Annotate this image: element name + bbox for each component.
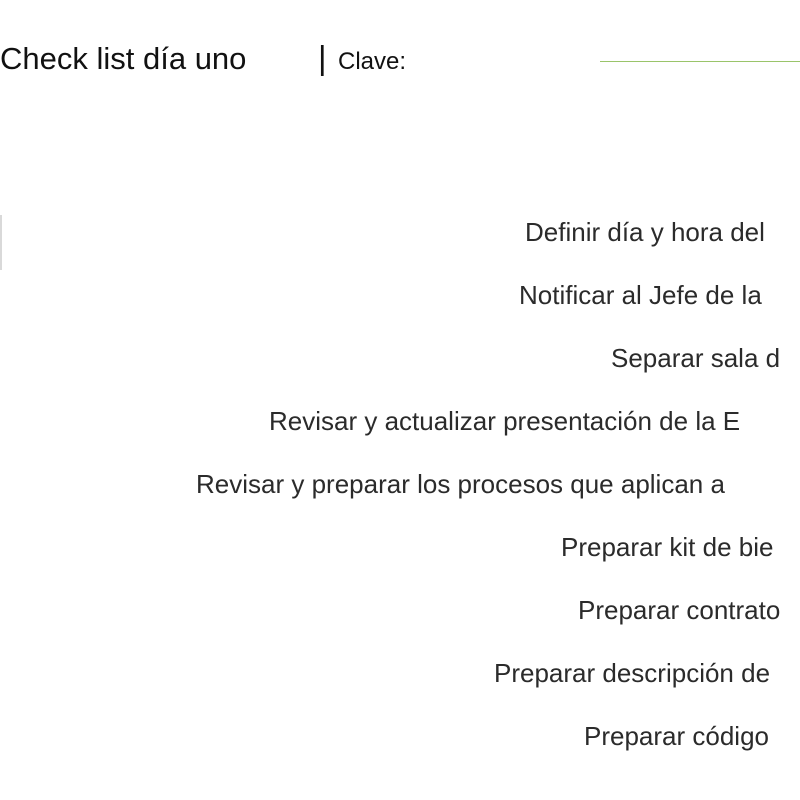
checklist-item: Revisar y actualizar presentación de la E <box>269 406 741 436</box>
checklist-item: Preparar contrato <box>578 595 781 625</box>
checklist-item: Preparar código <box>584 721 769 751</box>
clave-label: Clave: <box>338 48 407 75</box>
checklist-item: Separar sala d <box>611 343 781 373</box>
title-separator: | <box>318 39 327 76</box>
checklist-item: Definir día y hora del <box>525 217 765 247</box>
page-title: Check list día uno <box>0 41 247 76</box>
checklist-item: Revisar y preparar los procesos que aplican a <box>196 469 725 499</box>
checklist-item: Preparar descripción de <box>494 658 771 688</box>
checklist-item: Notificar al Jefe de la <box>519 280 762 310</box>
checklist-item: Preparar kit de bie <box>561 532 774 562</box>
